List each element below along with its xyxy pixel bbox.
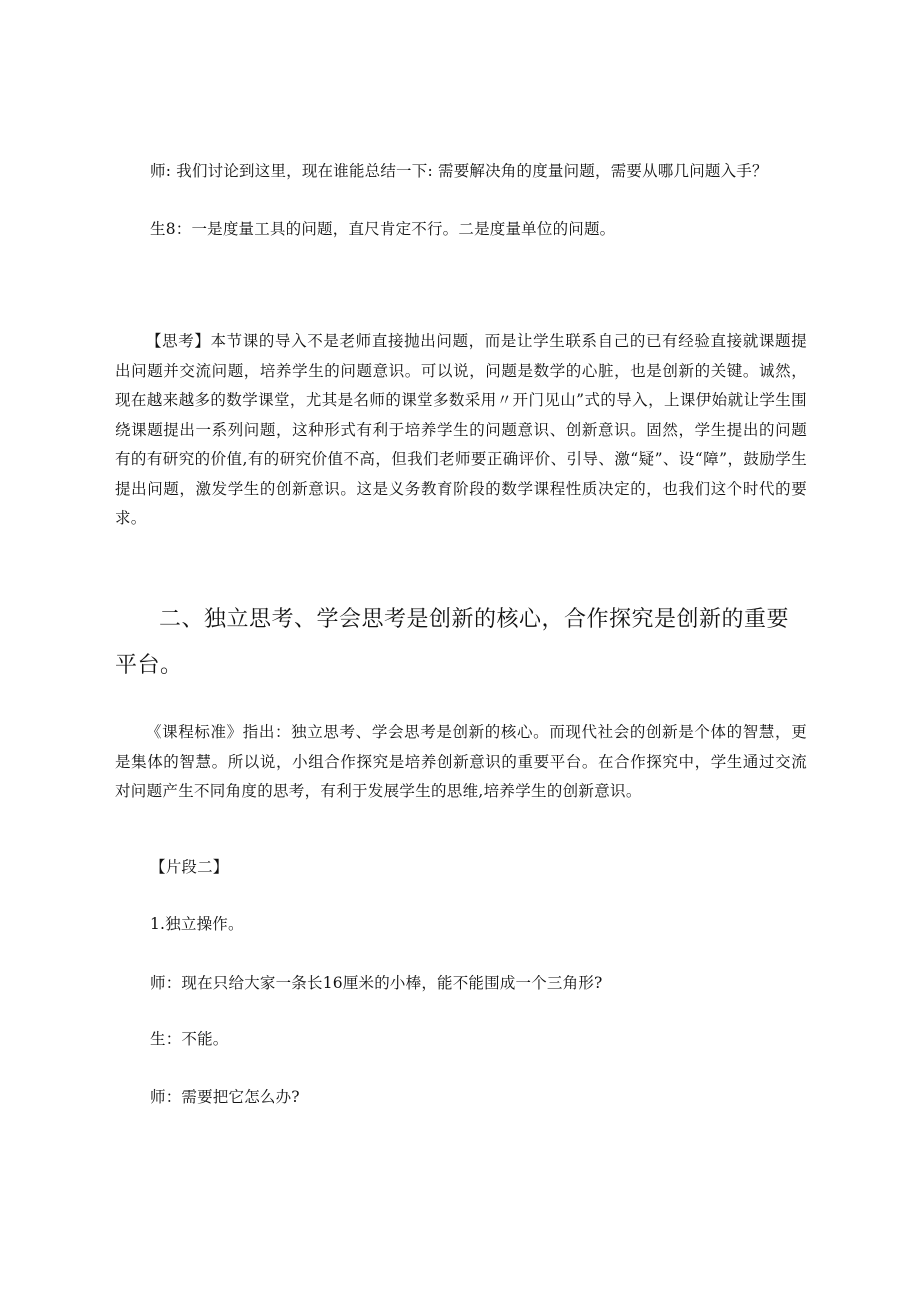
step-label: 1.独立操作。 — [150, 915, 244, 933]
teacher-followup-line: 师：需要把它怎么办? — [150, 1088, 300, 1106]
student-reply-line: 生：不能。 — [150, 1030, 229, 1048]
student-answer-line: 生8：一是度量工具的问题，直尺肯定不行。二是度量单位的问题。 — [150, 220, 616, 238]
teacher-prompt-line: 师：现在只给大家一条长16厘米的小棒，能不能围成一个三角形? — [150, 974, 603, 992]
teacher-question-line: 师: 我们讨论到这里，现在谁能总结一下: 需要解决角的度量问题，需要从哪几问题入手？ — [150, 162, 768, 180]
reflection-paragraph: 【思考】本节课的导入不是老师直接抛出问题，而是让学生联系自己的已有经验直接就课题提出问题并交流问题，培养学生的问题意识。可以说，问题是数学的心脏，也是创新的关键。诚然，现在越来越多的数学课堂，尤其是名师的课堂多数采用〃开门见山”式的导入，上课伊始就让学生围绕课题提出一系列问题，这种形式有利于培养学生的问题意识、创新意识。固然，学生提出的问题有的有研究的价值,有的研究价值不高，但我们老师要正确评价、引导、激“疑”、设“障”，鼓励学生提出问题，激发学生的创新意识。这是义务教育阶段的数学课程性质决定的，也我们这个时代的要求。 — [115, 332, 807, 527]
section-intro-paragraph: 《课程标准》指出：独立思考、学会思考是创新的核心。而现代社会的创新是个体的智慧，更是集体的智慧。所以说，小组合作探究是培养创新意识的重要平台。在合作探究中，学生通过交流对问题产生不同角度的思考，有利于发展学生的思维,培养学生的创新意识。 — [115, 723, 807, 800]
section-heading: 二、独立思考、学会思考是创新的核心，合作探究是创新的重要平台。 — [115, 607, 790, 678]
fragment-label: 【片段二】 — [150, 858, 229, 876]
